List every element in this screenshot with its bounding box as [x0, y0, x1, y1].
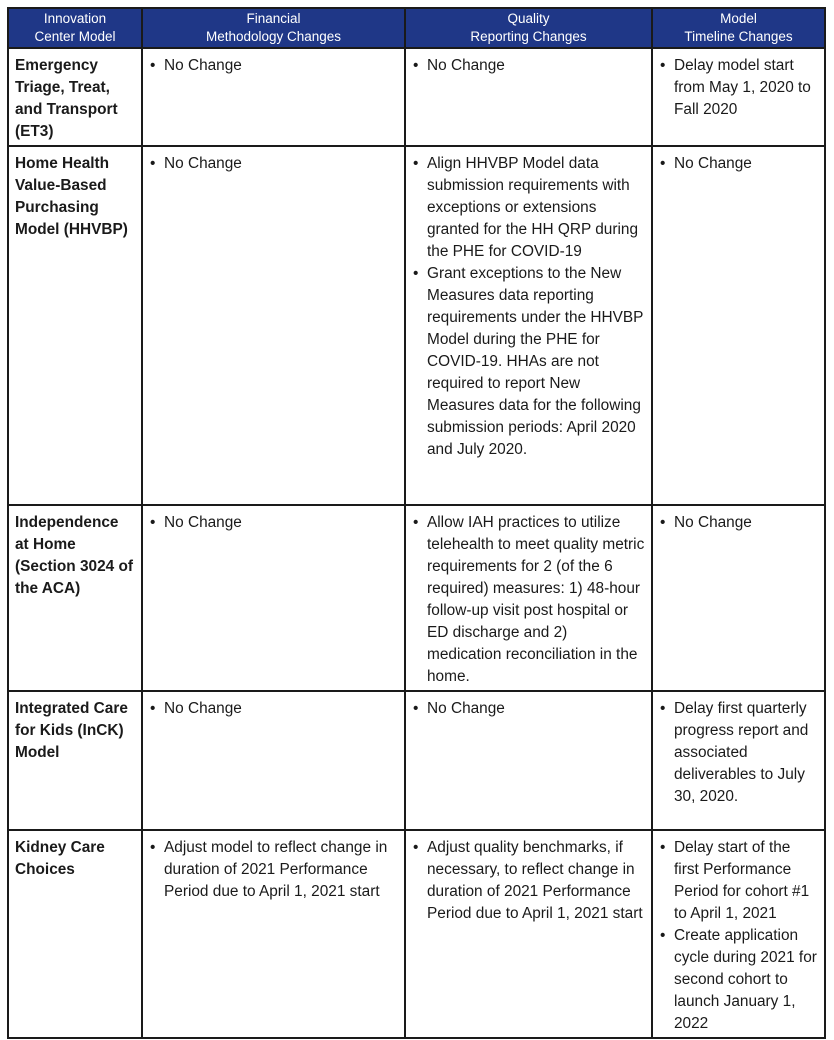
bullet-list	[659, 153, 818, 175]
timeline-changes-cell	[652, 691, 825, 830]
bullet-list	[149, 698, 398, 720]
bullet-list	[149, 153, 398, 175]
quality-changes-cell	[405, 505, 652, 691]
timeline-changes-cell	[652, 48, 825, 146]
list-item: • Adjust quality benchmarks, if necessary, to reflect change in duration of 2021 Performance Period due to April 1, 2021 start	[412, 837, 645, 925]
bullet-list	[412, 837, 645, 925]
list-item: • Create application cycle during 2021 for second cohort to launch January 1, 2022	[659, 925, 818, 1035]
bullet-list	[412, 153, 645, 461]
list-item: • No Change	[412, 55, 645, 77]
financial-changes-cell	[142, 505, 405, 691]
bullet-list	[412, 55, 645, 77]
financial-changes-cell	[142, 691, 405, 830]
financial-changes-cell	[142, 830, 405, 1038]
header-model-timeline-changes	[652, 8, 825, 48]
financial-changes-cell	[142, 146, 405, 505]
bullet-list	[659, 698, 818, 808]
page	[7, 7, 824, 1039]
header-financial-methodology-changes	[142, 8, 405, 48]
model-name-cell: Emergency Triage, Treat, and Transport (ET3)	[8, 48, 142, 146]
list-item: • Delay model start from May 1, 2020 to Fall 2020	[659, 55, 818, 121]
list-item: • Allow IAH practices to utilize telehealth to meet quality metric requirements for 2 (of the 6 required) measures: 1) 48-hour follow-up visit post hospital or ED discharge and 2) medication reconciliation in the home.	[412, 512, 645, 688]
header-line: Quality	[507, 11, 550, 26]
bullet-list	[149, 837, 398, 903]
table-row	[8, 691, 825, 830]
table-row	[8, 146, 825, 505]
list-item: • No Change	[412, 698, 645, 720]
header-innovation-center-model	[8, 8, 142, 48]
quality-changes-cell	[405, 830, 652, 1038]
quality-changes-cell	[405, 146, 652, 505]
header-line: Timeline Changes	[684, 29, 793, 44]
list-item: • No Change	[659, 153, 818, 175]
bullet-list	[659, 512, 818, 534]
model-name-cell: Kidney Care Choices	[8, 830, 142, 1038]
header-line: Financial	[246, 11, 301, 26]
header-row	[8, 8, 825, 48]
table-row	[8, 48, 825, 146]
timeline-changes-cell	[652, 505, 825, 691]
model-name-cell: Integrated Care for Kids (InCK) Model	[8, 691, 142, 830]
header-line: Reporting Changes	[470, 29, 587, 44]
bullet-list	[412, 698, 645, 720]
model-changes-table	[7, 7, 826, 1039]
financial-changes-cell	[142, 48, 405, 146]
list-item: • No Change	[659, 512, 818, 534]
list-item: • Adjust model to reflect change in duration of 2021 Performance Period due to April 1, 2021 start	[149, 837, 398, 903]
bullet-list	[659, 837, 818, 1035]
model-name-cell: Independence at Home (Section 3024 of the ACA)	[8, 505, 142, 691]
header-quality-reporting-changes	[405, 8, 652, 48]
quality-changes-cell	[405, 691, 652, 830]
timeline-changes-cell	[652, 830, 825, 1038]
list-item: • Delay start of the first Performance Period for cohort #1 to April 1, 2021	[659, 837, 818, 925]
timeline-changes-cell	[652, 146, 825, 505]
bullet-list	[412, 512, 645, 688]
header-line: Innovation	[43, 11, 107, 26]
list-item: • Align HHVBP Model data submission requirements with exceptions or extensions granted for the HH QRP during the PHE for COVID-19	[412, 153, 645, 263]
header-line: Methodology Changes	[205, 29, 342, 44]
list-item: • No Change	[149, 153, 398, 175]
list-item: • No Change	[149, 55, 398, 77]
table-row	[8, 830, 825, 1038]
bullet-list	[149, 55, 398, 77]
list-item: • Delay first quarterly progress report and associated deliverables to July 30, 2020.	[659, 698, 818, 808]
table-row	[8, 505, 825, 691]
list-item: • Grant exceptions to the New Measures data reporting requirements under the HHVBP Model during the PHE for COVID-19. HHAs are not required to report New Measures data for the following submission periods: April 2020 and July 2020.	[412, 263, 645, 461]
bullet-list	[149, 512, 398, 534]
model-name-cell: Home Health Value-Based Purchasing Model (HHVBP)	[8, 146, 142, 505]
header-line: Model	[720, 11, 757, 26]
header-line: Center Model	[34, 29, 116, 44]
bullet-list	[659, 55, 818, 121]
list-item: • No Change	[149, 698, 398, 720]
list-item: • No Change	[149, 512, 398, 534]
quality-changes-cell	[405, 48, 652, 146]
